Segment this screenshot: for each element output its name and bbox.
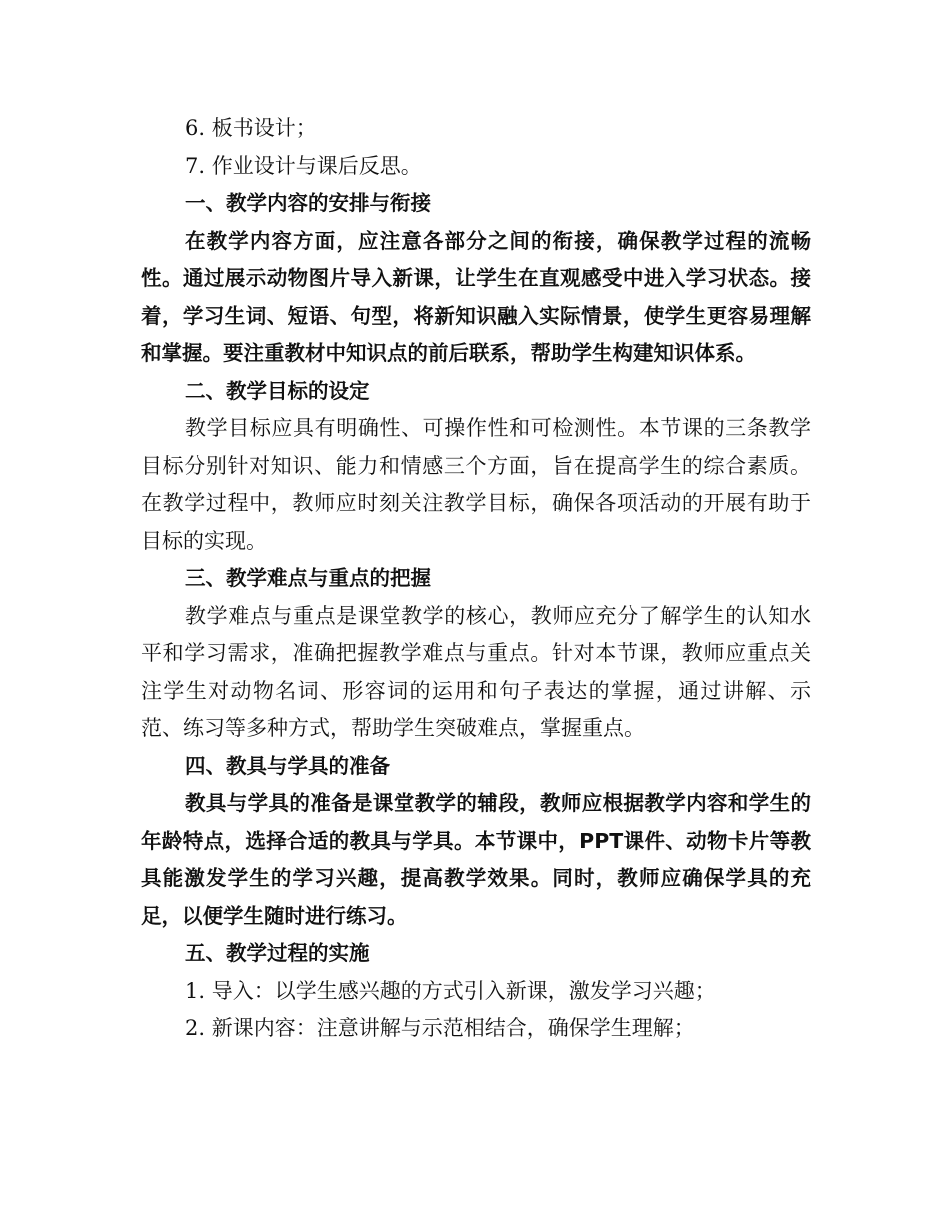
section-paragraph: 教学目标应具有明确性、可操作性和可检测性。本节课的三条教学目标分别针对知识、能力和情感三个方面，旨在提高学生的综合素质。在教学过程中，教师应时刻关注教学目标，确保各项活动的开展有助于目标的实现。 [141,416,811,553]
list-item: 2. 新课内容：注意讲解与示范相结合，确保学生理解； [185,1016,695,1040]
section-paragraph: 教具与学具的准备是课堂教学的辅段，教师应根据教学内容和学生的年龄特点，选择合适的教具与学具。本节课中，PPT课件、动物卡片等教具能激发学生的学习兴趣，提高教学效果。同时，教师应确保学具的充足，以便学生随时进行练习。 [141,791,811,928]
section-paragraph: 在教学内容方面，应注意各部分之间的衔接，确保教学过程的流畅性。通过展示动物图片导入新课，让学生在直观感受中进入学习状态。接着，学习生词、短语、句型，将新知识融入实际情景，使学生更容易理解和掌握。要注重教材中知识点的前后联系，帮助学生构建知识体系。 [141,228,811,365]
section-heading: 二、教学目标的设定 [185,378,370,403]
list-item: 1. 导入：以学生感兴趣的方式引入新课，激发学习兴趣； [185,978,716,1003]
section-heading: 五、教学过程的实施 [185,941,370,965]
document-page [141,110,811,1048]
list-item: 7. 作业设计与课后反思。 [185,153,422,178]
section-heading: 三、教学难点与重点的把握 [185,566,431,590]
section-paragraph: 教学难点与重点是课堂教学的核心，教师应充分了解学生的认知水平和学习需求，准确把握教学难点与重点。针对本节课，教师应重点关注学生对动物名词、形容词的运用和句子表达的掌握，通过讲解、示范、练习等多种方式，帮助学生突破难点，掌握重点。 [141,603,811,740]
section-heading: 一、教学内容的安排与衔接 [185,191,431,215]
section-heading: 四、教具与学具的准备 [185,753,390,778]
list-item: 6. 板书设计； [185,116,317,140]
